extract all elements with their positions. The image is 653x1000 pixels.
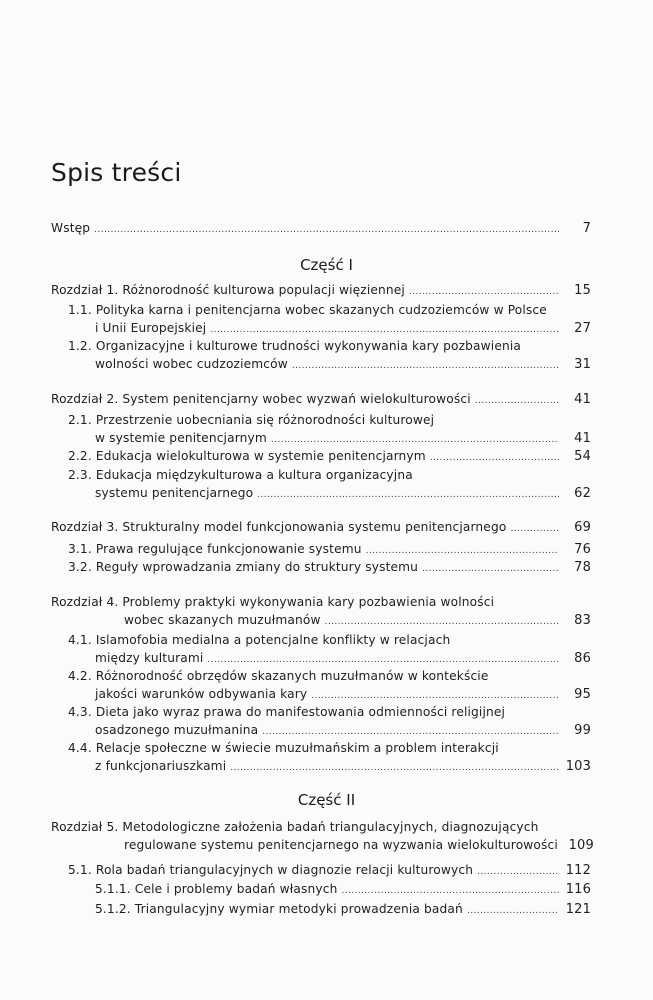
- toc-entry-section-4-1: [68, 631, 591, 669]
- toc-entry-chapter-1: [51, 281, 591, 301]
- toc-entry-text: 3.2. Reguły wprowadzania zmiany do struktury systemu: [68, 560, 419, 574]
- toc-entry-chapter-5: [51, 818, 594, 856]
- toc-entry-text: w systemie penitencjarnym: [95, 431, 267, 445]
- page-number: 121: [565, 902, 591, 917]
- toc-entry-text: 2.3. Edukacja międzykulturowa a kultura organizacyjna: [68, 468, 413, 482]
- toc-entry-section-4-2: [68, 667, 591, 705]
- page-number: 109: [568, 838, 594, 853]
- toc-entry-section-2-2: [68, 447, 591, 467]
- part-heading-2: Część II: [297, 791, 356, 809]
- toc-entry-text: wolności wobec cudzoziemców: [95, 357, 288, 371]
- page-number: 95: [574, 687, 591, 702]
- toc-entry-section-2-1: [68, 411, 591, 449]
- dot-leader: [409, 283, 559, 301]
- toc-entry-subsection-5-1-1: [95, 880, 591, 900]
- toc-entry-text: 1.1. Polityka karna i penitencjarna wobec skazanych cudzoziemców w Polsce: [68, 303, 547, 317]
- dot-leader: [467, 902, 559, 920]
- page-number: 54: [574, 449, 591, 464]
- toc-entry-text: Rozdział 5. Metodologiczne założenia badań triangulacyjnych, diagnozujących: [51, 820, 539, 834]
- toc-entry-text: 4.1. Islamofobia medialna a potencjalne konflikty w relacjach: [68, 633, 451, 647]
- toc-entry-introduction: [51, 219, 591, 239]
- toc-entry-text: 1.2. Organizacyjne i kulturowe trudności wykonywania kary pozbawienia: [68, 339, 522, 353]
- dot-leader: [477, 863, 559, 881]
- page-title: Spis treści: [51, 158, 182, 187]
- page-number: 62: [574, 486, 591, 501]
- toc-entry-text: jakości warunków odbywania kary: [95, 687, 308, 701]
- dot-leader: [257, 486, 559, 504]
- toc-entry-text: regulowane systemu penitencjarnego na wyzwania wielokulturowości: [124, 838, 558, 852]
- page-number: 76: [574, 542, 591, 557]
- toc-entry-text: między kulturami: [95, 651, 204, 665]
- toc-entry-text: i Unii Europejskiej: [95, 321, 207, 335]
- toc-entry-section-4-3: [68, 703, 591, 741]
- dot-leader: [325, 613, 559, 631]
- toc-entry-text: Rozdział 1. Różnorodność kulturowa populacji więziennej: [51, 283, 405, 297]
- toc-entry-section-2-3: [68, 466, 591, 504]
- toc-entry-text: 4.4. Relacje społeczne w świecie muzułmańskim a problem interakcji: [68, 741, 499, 755]
- toc-entry-text: systemu penitencjarnego: [95, 486, 254, 500]
- toc-entry-text: 4.3. Dieta jako wyraz prawa do manifestowania odmienności religijnej: [68, 705, 506, 719]
- dot-leader: [292, 357, 559, 375]
- toc-entry-text: z funkcjonariuszkami: [95, 759, 227, 773]
- toc-entry-section-4-4: [68, 739, 591, 777]
- toc-entry-chapter-4: [51, 593, 591, 631]
- page-number: 69: [574, 520, 591, 535]
- dot-leader: [341, 882, 559, 900]
- toc-entry-section-3-1: [68, 540, 591, 560]
- toc-entry-text: 5.1. Rola badań triangulacyjnych w diagnozie relacji kulturowych: [68, 863, 474, 877]
- toc-entry-text: 5.1.2. Triangulacyjny wymiar metodyki prowadzenia badań: [95, 902, 463, 916]
- toc-entry-text: Rozdział 2. System penitencjarny wobec wyzwań wielokulturowości: [51, 392, 471, 406]
- toc-entry-text: osadzonego muzułmanina: [95, 723, 259, 737]
- toc-entry-section-3-2: [68, 558, 591, 578]
- toc-entry-section-1-1: [68, 301, 591, 339]
- toc-entry-section-1-2: [68, 337, 591, 375]
- page-number: 78: [574, 560, 591, 575]
- page-number: 99: [574, 723, 591, 738]
- toc-entry-subsection-5-1-2: [95, 900, 591, 920]
- part-heading-1: Część I: [300, 256, 353, 274]
- toc-entry-text: wobec skazanych muzułmanów: [124, 613, 321, 627]
- page-number: 116: [565, 882, 591, 897]
- toc-entry-text: 4.2. Różnorodność obrzędów skazanych muzułmanów w kontekście: [68, 669, 489, 683]
- dot-leader: [230, 759, 559, 777]
- toc-entry-chapter-2: [51, 390, 591, 410]
- page-number: 41: [574, 431, 591, 446]
- page-number: 112: [565, 863, 591, 878]
- page-number: 15: [574, 283, 591, 298]
- page-number: 86: [574, 651, 591, 666]
- dot-leader: [422, 560, 559, 578]
- toc-entry-text: 3.1. Prawa regulujące funkcjonowanie systemu: [68, 542, 362, 556]
- toc-entry-text: 2.1. Przestrzenie uobecniania się różnorodności kulturowej: [68, 413, 435, 427]
- dot-leader: [94, 221, 559, 239]
- dot-leader: [475, 392, 559, 410]
- toc-entry-text: 2.2. Edukacja wielokulturowa w systemie penitencjarnym: [68, 449, 426, 463]
- page-number: 41: [574, 392, 591, 407]
- toc-entry-text: 5.1.1. Cele i problemy badań własnych: [95, 882, 338, 896]
- toc-entry-text: Wstęp: [51, 221, 91, 235]
- page-number: 103: [565, 759, 591, 774]
- toc-entry-text: Rozdział 3. Strukturalny model funkcjonowania systemu penitencjarnego: [51, 520, 507, 534]
- toc-entry-text: Rozdział 4. Problemy praktyki wykonywania kary pozbawienia wolności: [51, 595, 495, 609]
- toc-entry-chapter-3: [51, 518, 591, 538]
- page-number: 7: [582, 221, 591, 236]
- page-number: 83: [574, 613, 591, 628]
- dot-leader: [430, 449, 559, 467]
- toc-entry-section-5-1: [68, 861, 591, 881]
- page-number: 31: [574, 357, 591, 372]
- page-number: 27: [574, 321, 591, 336]
- dot-leader: [510, 520, 559, 538]
